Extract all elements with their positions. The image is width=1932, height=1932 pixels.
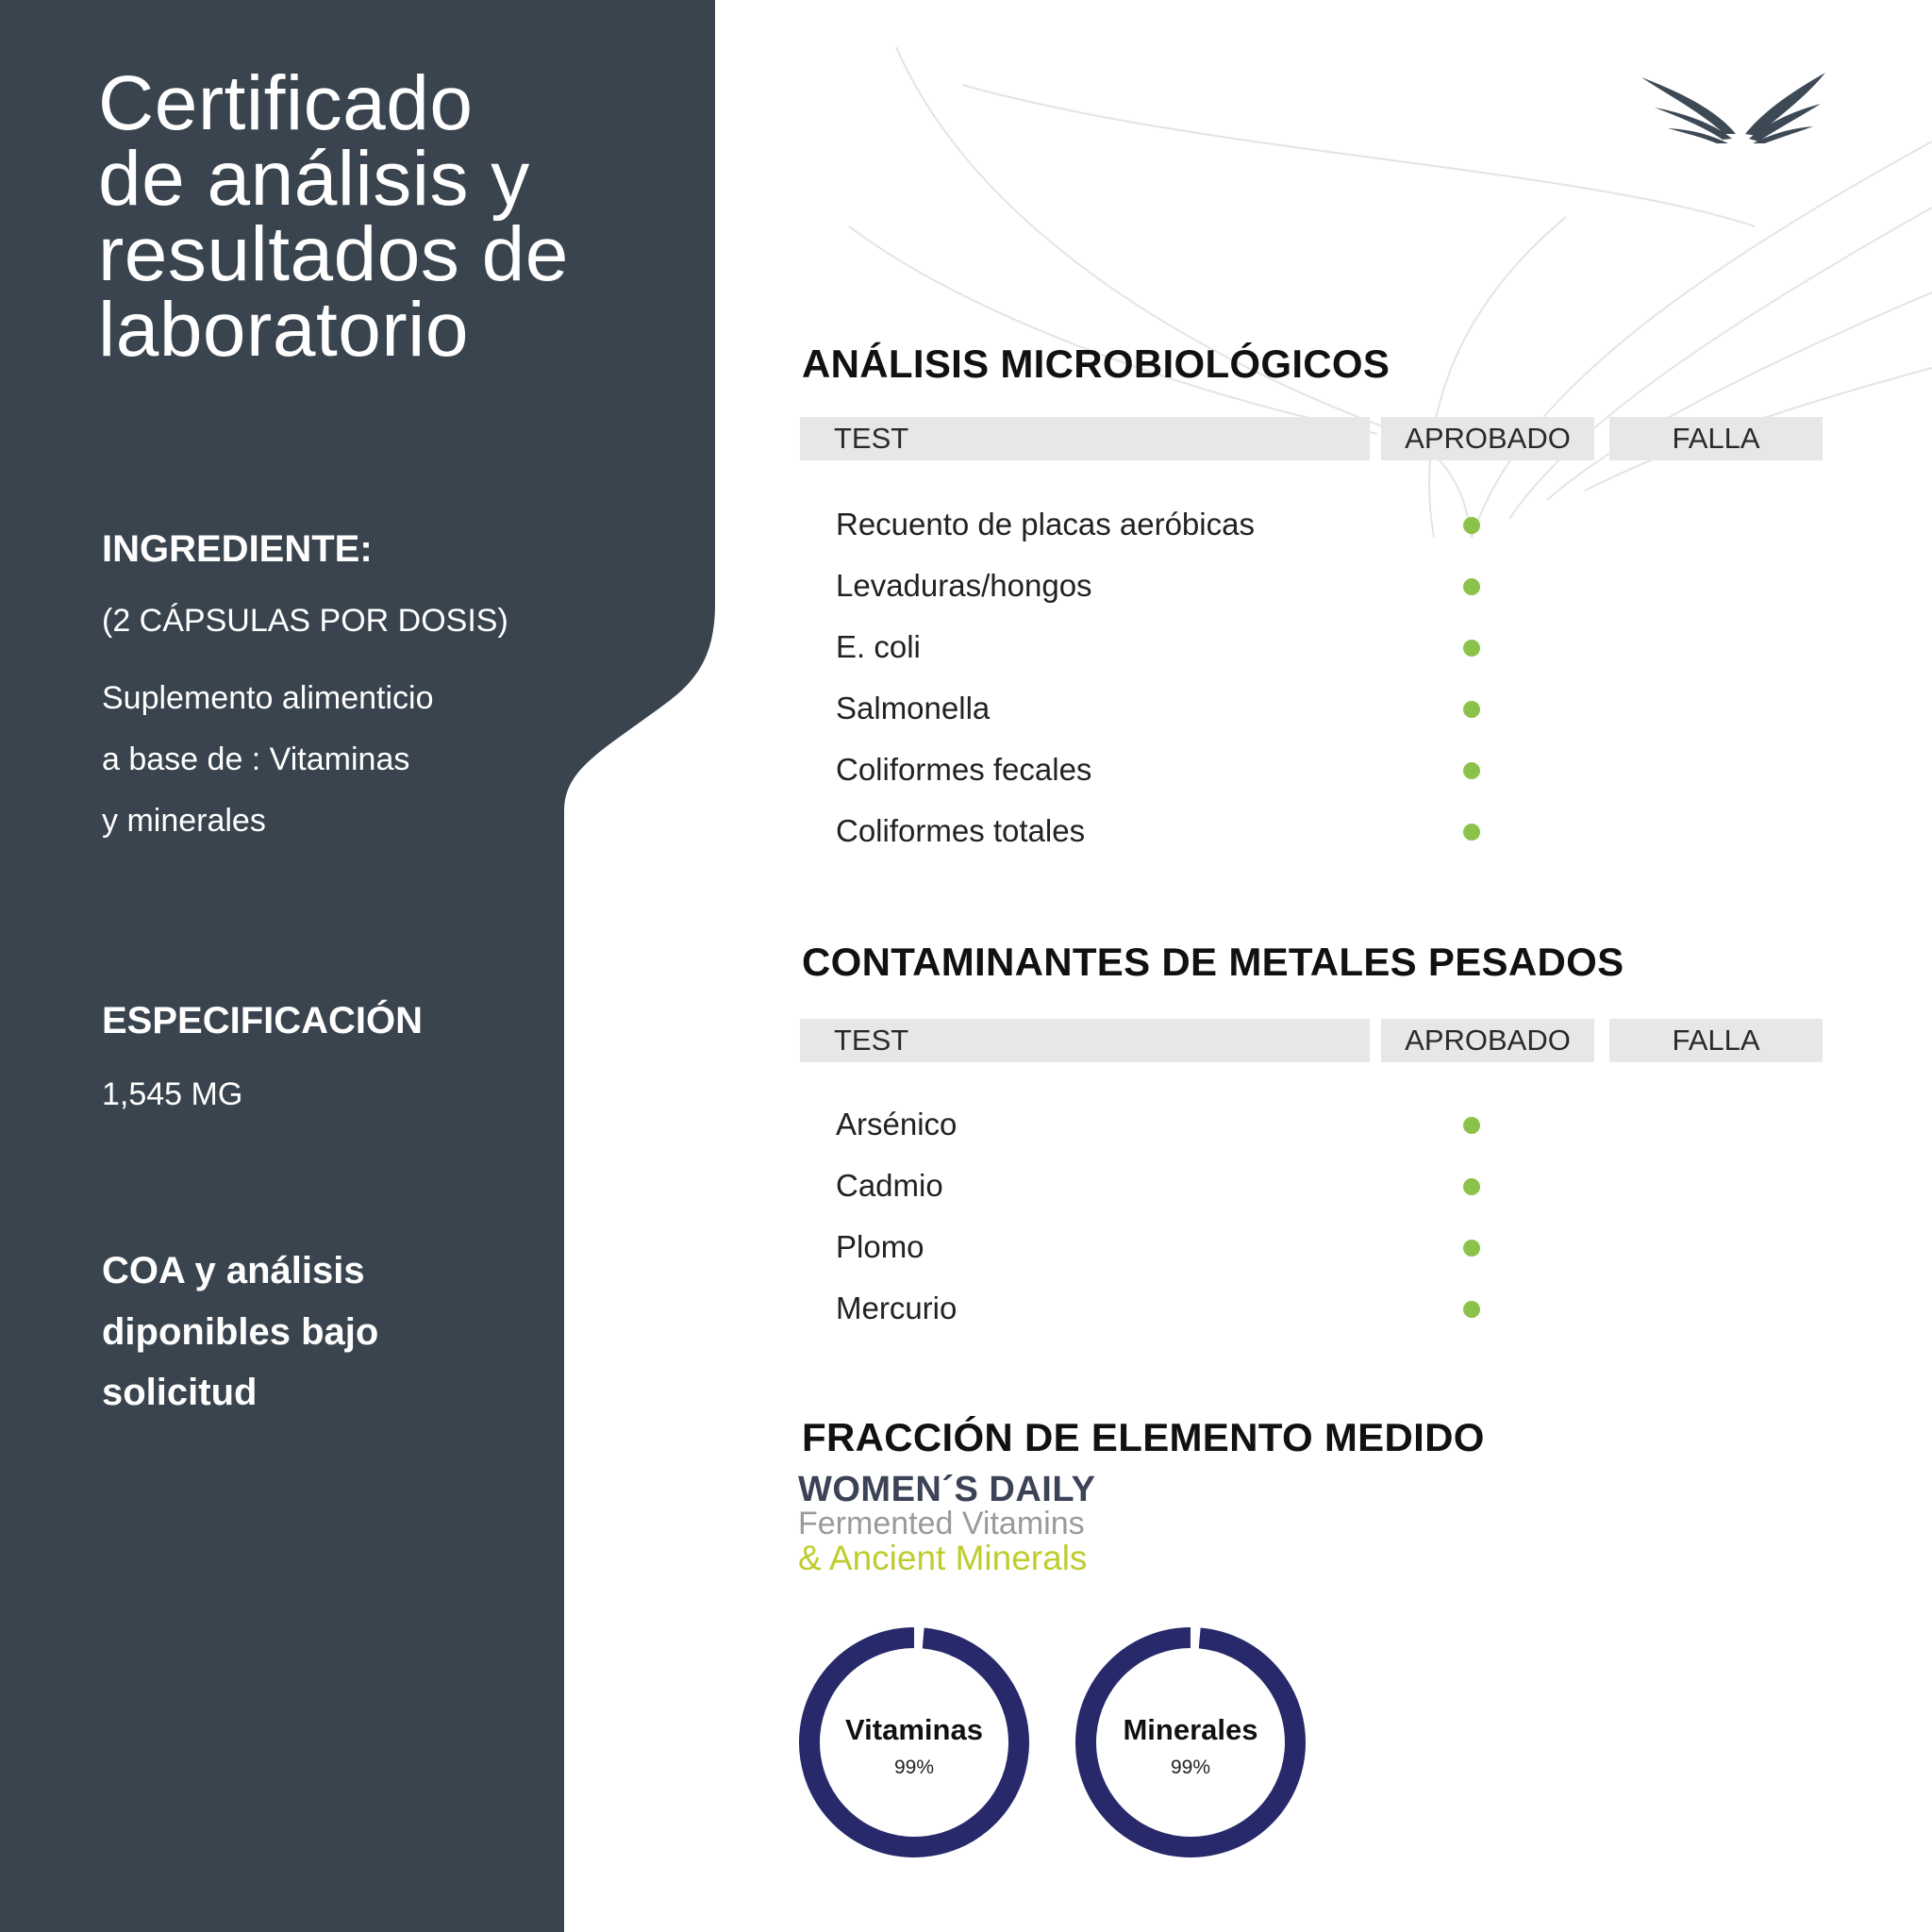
green-dot-icon bbox=[1463, 701, 1480, 718]
table-row bbox=[836, 686, 1685, 747]
green-dot-icon bbox=[1463, 1178, 1480, 1195]
minerals-donut bbox=[1073, 1624, 1308, 1860]
green-dot-icon bbox=[1463, 1117, 1480, 1134]
table-row bbox=[836, 1102, 1685, 1163]
heavy-metals-title: CONTAMINANTES DE METALES PESADOS bbox=[802, 940, 1624, 984]
green-dot-icon bbox=[1463, 1301, 1480, 1318]
fraction-title: FRACCIÓN DE ELEMENTO MEDIDO bbox=[802, 1415, 1485, 1459]
column-header-test: TEST bbox=[800, 417, 1370, 460]
table-row bbox=[836, 502, 1685, 563]
green-dot-icon bbox=[1463, 824, 1480, 841]
test-name: Coliformes fecales bbox=[836, 752, 1092, 787]
dose-note: (2 CÁPSULAS POR DOSIS) bbox=[102, 603, 508, 639]
column-header-pass: APROBADO bbox=[1381, 417, 1594, 460]
donut-label: Minerales bbox=[1123, 1713, 1258, 1746]
test-name: Levaduras/hongos bbox=[836, 568, 1092, 603]
description-line: y minerales bbox=[102, 803, 266, 839]
test-name: Arsénico bbox=[836, 1107, 958, 1141]
donut-value: 99% bbox=[1170, 1757, 1211, 1778]
ingredient-heading: INGREDIENTE: bbox=[102, 528, 373, 570]
green-dot-icon bbox=[1463, 578, 1480, 595]
brand-line-2: Fermented Vitamins bbox=[798, 1506, 1085, 1541]
vitamins-donut bbox=[796, 1624, 1032, 1860]
green-dot-icon bbox=[1463, 640, 1480, 657]
donut-value: 99% bbox=[893, 1757, 935, 1778]
green-dot-icon bbox=[1463, 762, 1480, 779]
brand-line-1: WOMEN´S DAILY bbox=[798, 1470, 1096, 1509]
column-header-fail: FALLA bbox=[1609, 417, 1823, 460]
brand-line-3: & Ancient Minerals bbox=[798, 1539, 1088, 1577]
page-title: Certificado de análisis y resultados de laboratorio bbox=[98, 60, 569, 373]
microbiological-title: ANÁLISIS MICROBIOLÓGICOS bbox=[802, 341, 1391, 386]
test-name: Plomo bbox=[836, 1229, 924, 1264]
test-name: Cadmio bbox=[836, 1168, 943, 1203]
specification-value: 1,545 MG bbox=[102, 1076, 243, 1112]
heavy-metals-table-body bbox=[836, 1102, 1685, 1347]
coa-line: diponibles bajo bbox=[102, 1311, 379, 1353]
brand-logo-text bbox=[798, 1472, 1095, 1577]
test-name: Recuento de placas aeróbicas bbox=[836, 507, 1255, 541]
test-name: Salmonella bbox=[836, 691, 991, 725]
table-row bbox=[836, 563, 1685, 625]
coa-line: solicitud bbox=[102, 1372, 258, 1413]
table-row bbox=[836, 747, 1685, 808]
donut-label: Vitaminas bbox=[845, 1713, 983, 1746]
test-name: Coliformes totales bbox=[836, 813, 1086, 848]
description-line: Suplemento alimenticio bbox=[102, 680, 434, 716]
description-line: a base de : Vitaminas bbox=[102, 741, 410, 777]
green-dot-icon bbox=[1463, 1240, 1480, 1257]
table-row bbox=[836, 1224, 1685, 1286]
test-name: Mercurio bbox=[836, 1291, 958, 1325]
column-header-test: TEST bbox=[800, 1019, 1370, 1062]
table-row bbox=[836, 808, 1685, 870]
table-row bbox=[836, 1163, 1685, 1224]
table-row bbox=[836, 1286, 1685, 1347]
column-header-pass: APROBADO bbox=[1381, 1019, 1594, 1062]
green-dot-icon bbox=[1463, 517, 1480, 534]
specification-heading: ESPECIFICACIÓN bbox=[102, 1000, 424, 1041]
microbiological-table-body bbox=[836, 502, 1685, 870]
wings-logo-icon bbox=[1641, 68, 1830, 143]
table-row bbox=[836, 625, 1685, 686]
column-header-fail: FALLA bbox=[1609, 1019, 1823, 1062]
coa-line: COA y análisis bbox=[102, 1250, 365, 1291]
test-name: E. coli bbox=[836, 629, 921, 664]
